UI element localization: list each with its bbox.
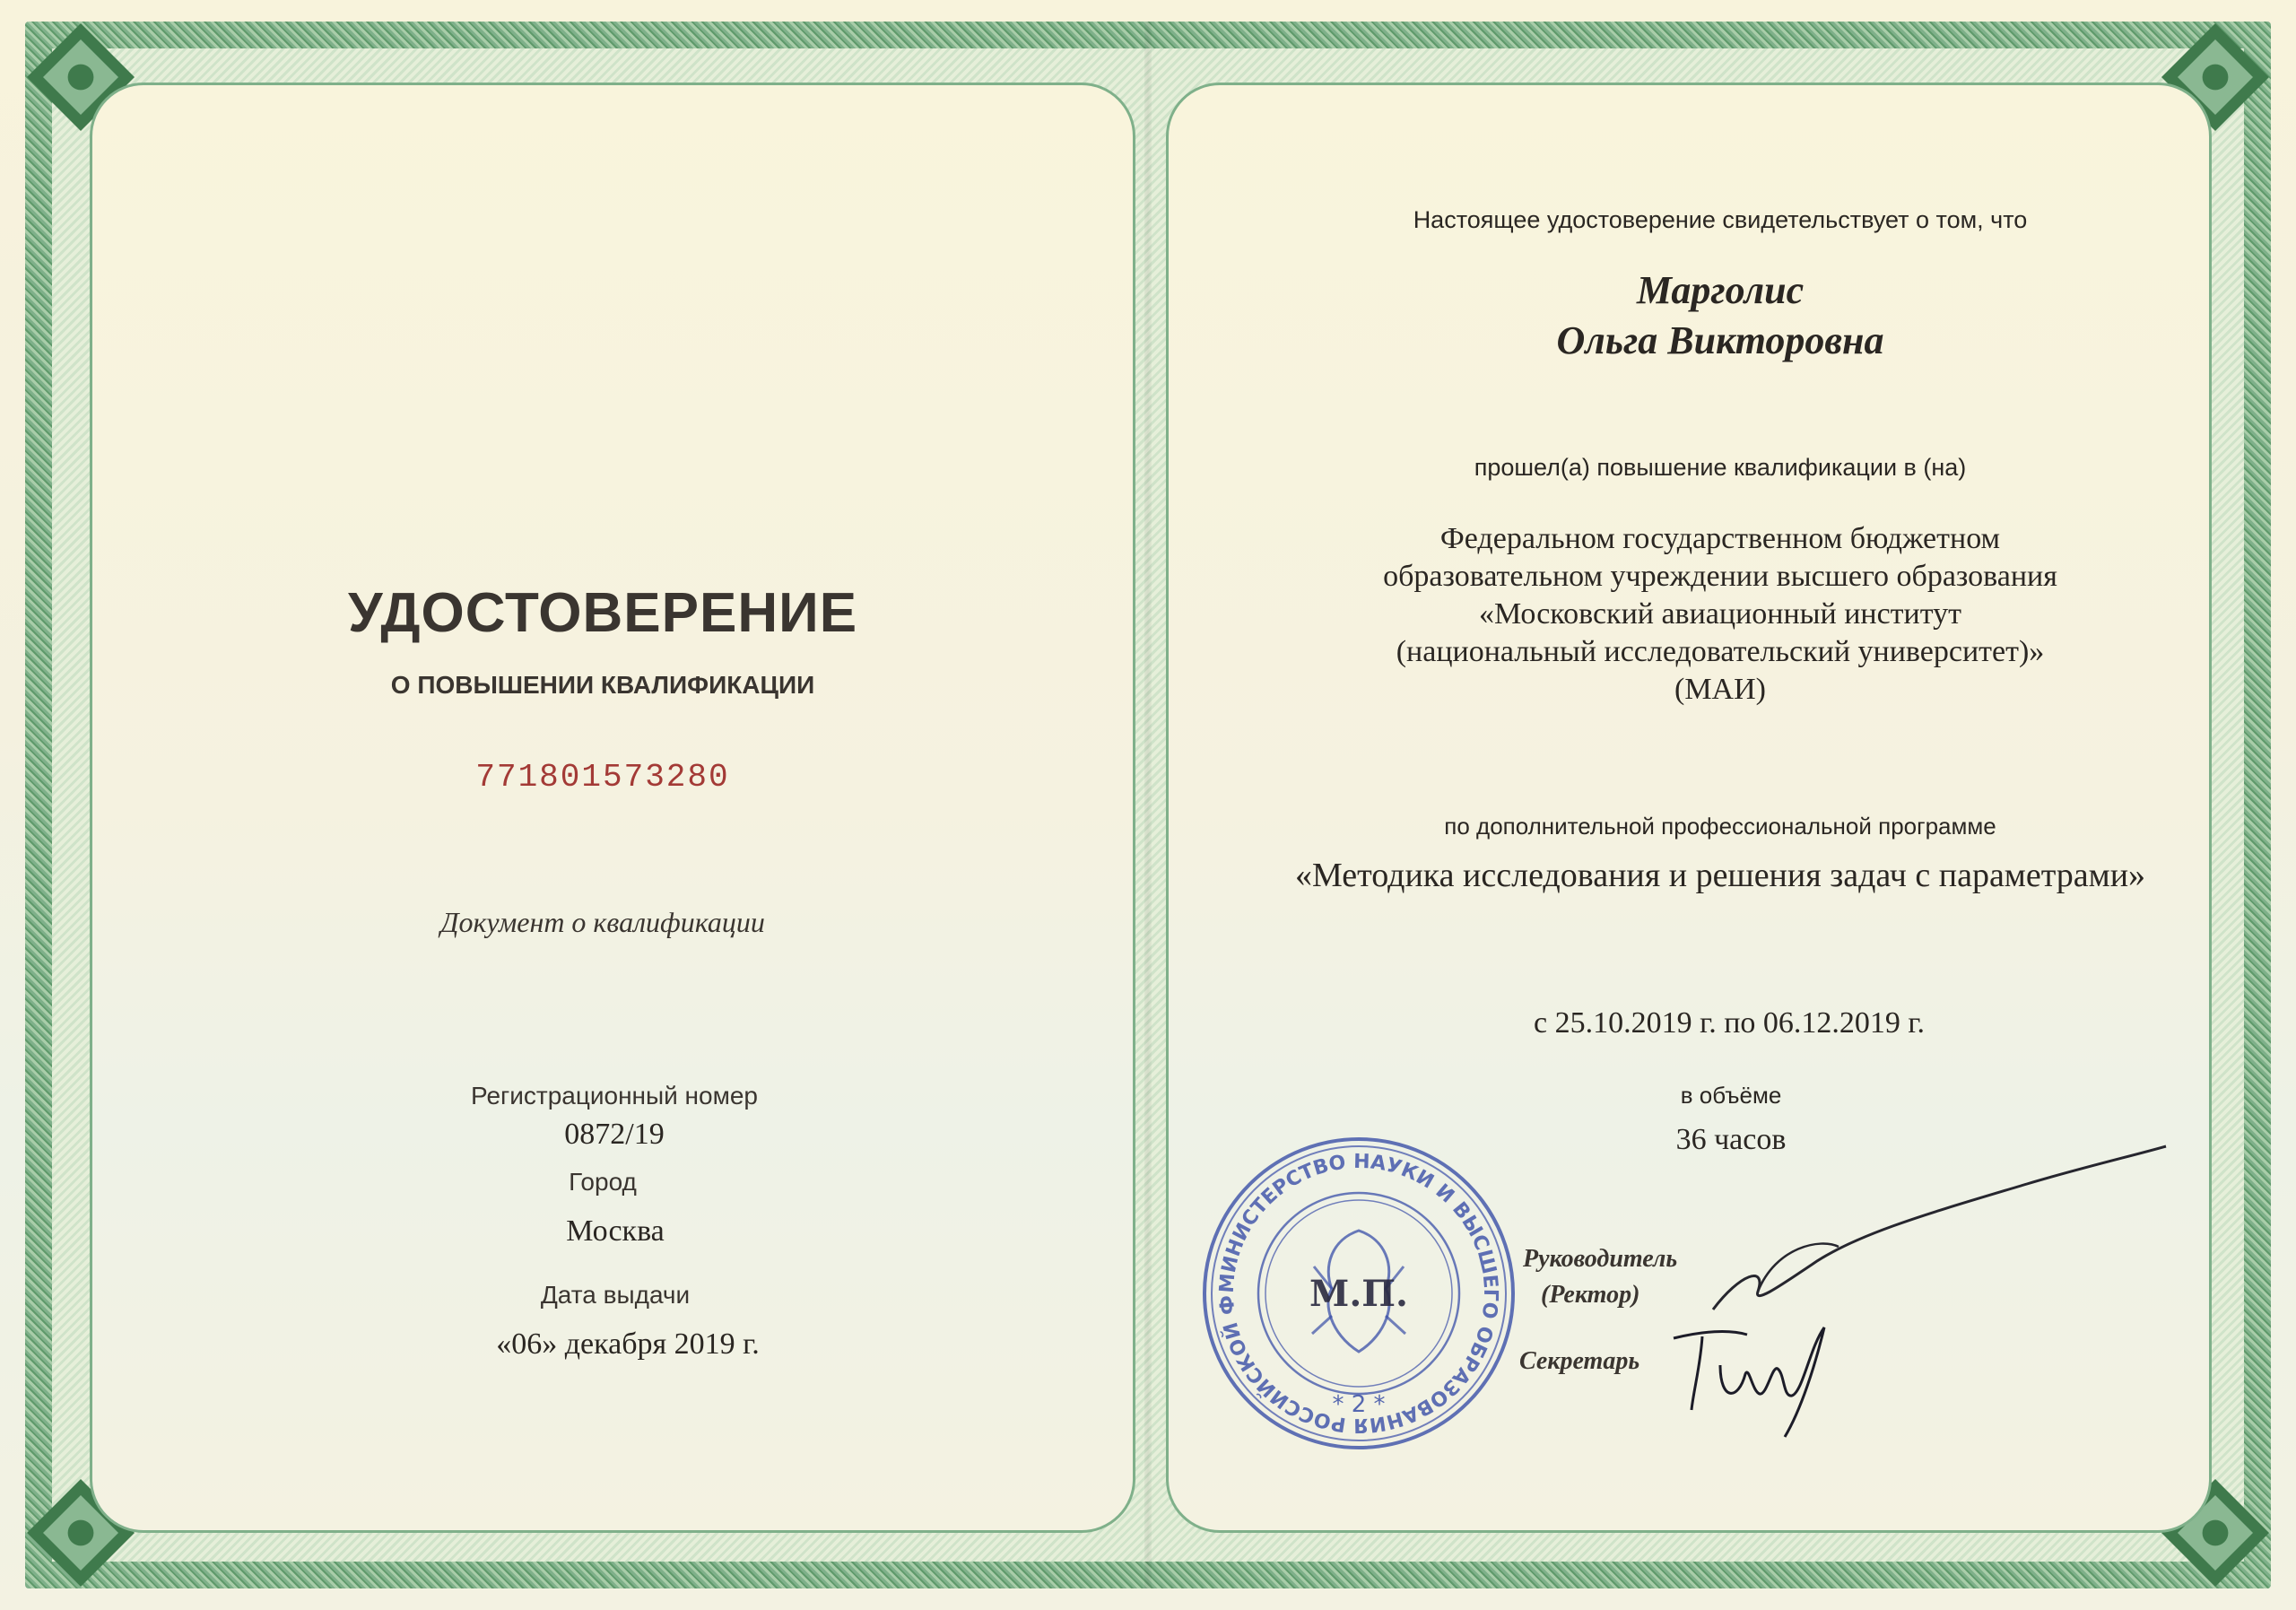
head-role: (Ректор) <box>1541 1281 1640 1309</box>
city-value: Москва <box>566 1214 665 1248</box>
stamp-ring-text: МИНИСТЕРСТВО НАУКИ И ВЫСШЕГО ОБРАЗОВАНИЯ РОССИЙСКОЙ Ф <box>1215 1150 1502 1437</box>
rector-signature <box>1704 1139 2170 1318</box>
registration-number: 0872/19 <box>564 1118 665 1151</box>
certificate-title: УДОСТОВЕРЕНИЕ <box>347 582 858 644</box>
institution-line-3: «Московский авиационный институт <box>1478 597 1962 631</box>
volume-label: в объёме <box>1680 1082 1782 1109</box>
institution-line-2: образовательном учреждении высшего образования <box>1383 560 2057 593</box>
city-label: Город <box>569 1168 637 1196</box>
secretary-signature <box>1666 1311 1837 1446</box>
issue-date: «06» декабря 2019 г. <box>496 1327 760 1361</box>
institution-line-1: Федеральном государственном бюджетном <box>1439 522 2001 555</box>
surname: Марголис <box>1636 268 1805 312</box>
certificate-subtitle: О ПОВЫШЕНИИ КВАЛИФИКАЦИИ <box>390 671 815 699</box>
head-label: Руководитель <box>1523 1245 1678 1273</box>
stamp-number: * 2 * <box>1332 1391 1386 1418</box>
volume-hours: 36 часов <box>1675 1123 1787 1156</box>
program-title: «Методика исследования и решения задач с параметрами» <box>1294 857 2146 894</box>
official-stamp <box>1197 1132 1520 1455</box>
center-fold <box>1144 22 1152 1588</box>
study-period: с 25.10.2019 г. по 06.12.2019 г. <box>1533 1006 1926 1040</box>
issue-date-label: Дата выдачи <box>540 1281 691 1309</box>
secretary-label: Секретарь <box>1519 1347 1640 1375</box>
qualification-text: прошел(а) повышение квалификации в (на) <box>1474 454 1967 481</box>
institution-line-5: (МАИ) <box>1674 673 1766 706</box>
document-type: Документ о квалификации <box>440 906 765 938</box>
left-page <box>90 83 1135 1533</box>
intro-text: Настоящее удостоверение свидетельствует о том, что <box>1413 206 2028 233</box>
stamp-center-label: М.П. <box>1309 1273 1408 1315</box>
registration-label: Регистрационный номер <box>471 1082 758 1110</box>
given-names: Ольга Викторовна <box>1556 318 1884 362</box>
institution-line-4: (национальный исследовательский университет)» <box>1396 635 2045 668</box>
serial-number: 771801573280 <box>475 759 730 796</box>
program-label: по дополнительной профессиональной программе <box>1444 813 1996 840</box>
